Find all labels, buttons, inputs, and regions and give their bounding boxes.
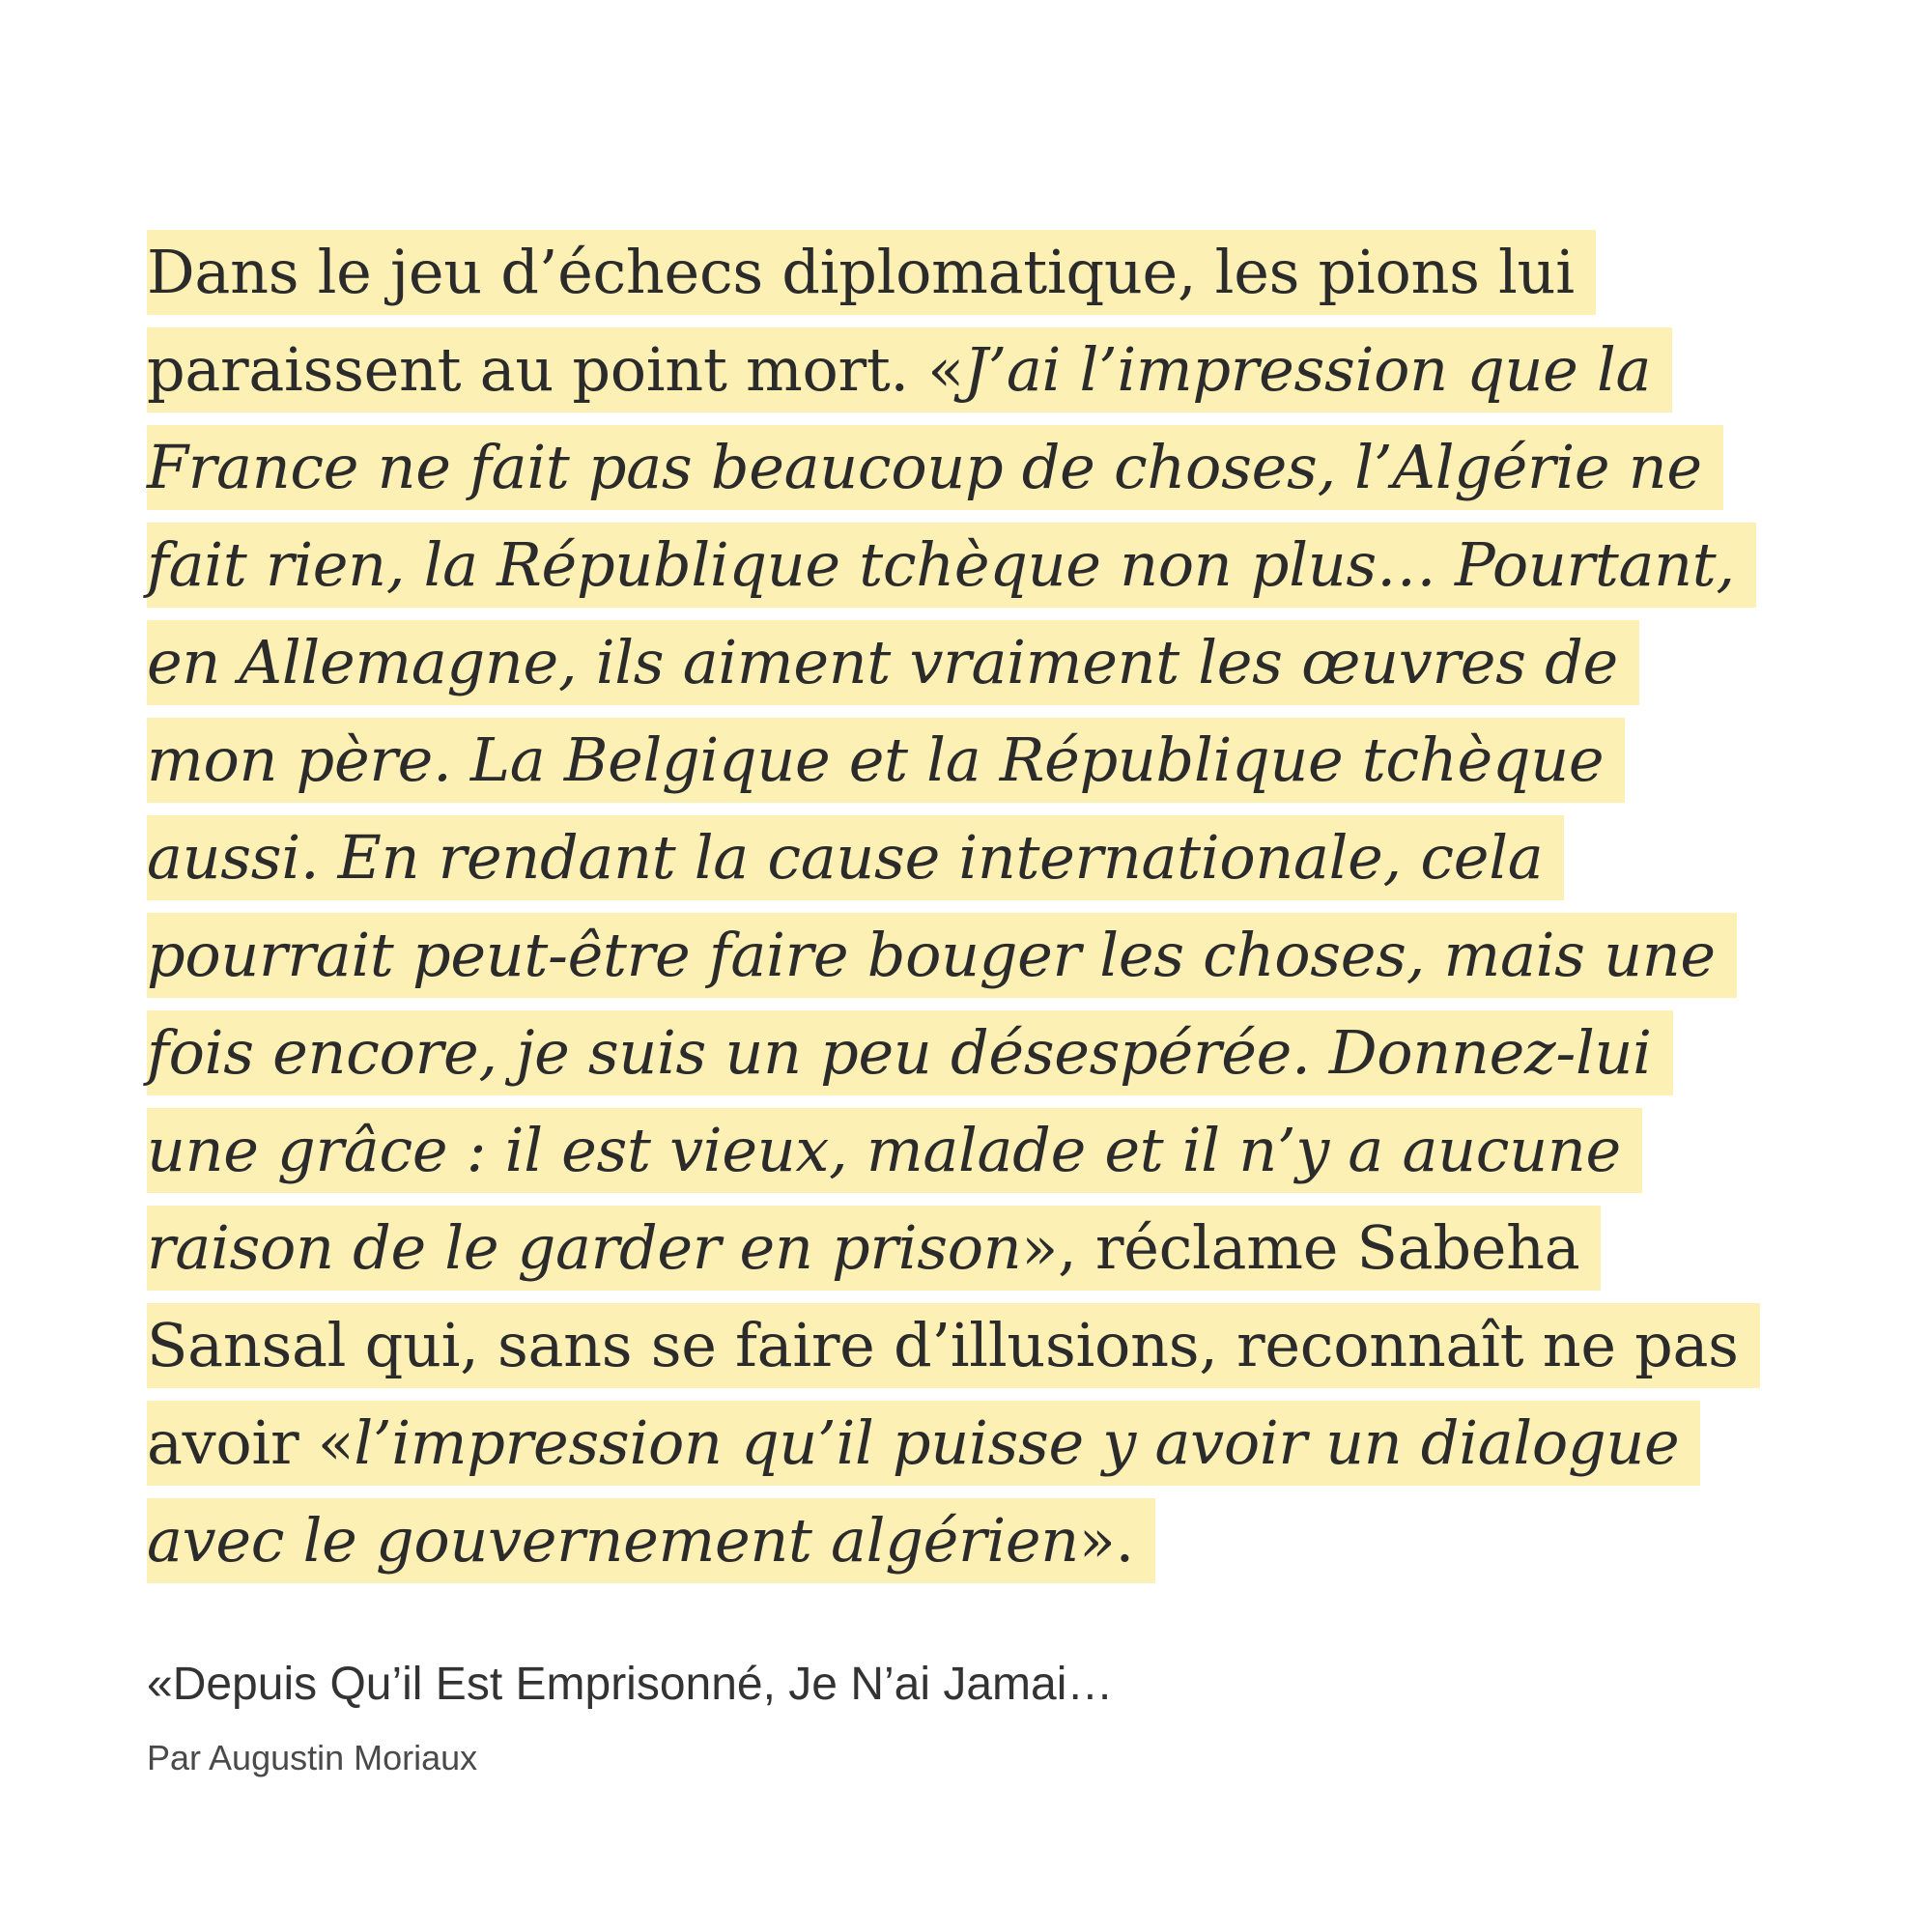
- excerpt-italic-text: mon père. La Belgique et la République tchèque: [147, 724, 1605, 795]
- article-title-link[interactable]: «Depuis Qu’il Est Emprisonné, Je N’ai Jamai…: [147, 1659, 1114, 1710]
- highlight: [147, 1498, 1155, 1583]
- excerpt-italic-text: une grâce : il est vieux, malade et il n’y a aucune: [147, 1115, 1621, 1185]
- highlight: [147, 1206, 1601, 1291]
- excerpt-line: [147, 425, 1789, 523]
- highlight: [147, 327, 1672, 412]
- excerpt-line: [147, 1303, 1789, 1401]
- excerpt-italic-text: fait rien, la République tchèque non plus… Pourtant,: [147, 529, 1735, 600]
- excerpt-italic-text: France ne fait pas beaucoup de choses, l’Algérie ne: [147, 432, 1702, 502]
- excerpt-line: [147, 718, 1789, 815]
- excerpt-line: [147, 1401, 1789, 1498]
- highlight: [147, 230, 1596, 315]
- excerpt-italic-text: l’impression qu’il puisse y avoir un dialogue: [354, 1407, 1680, 1478]
- excerpt-text: ».: [1078, 1505, 1134, 1576]
- excerpt-line: [147, 815, 1789, 913]
- excerpt-italic-text: pourrait peut-être faire bouger les choses, mais une: [147, 920, 1716, 990]
- highlight: [147, 1108, 1642, 1193]
- highlight: [147, 1010, 1673, 1095]
- excerpt-text: avoir «: [147, 1407, 355, 1478]
- excerpt-italic-text: avec le gouvernement algérien: [147, 1505, 1079, 1576]
- excerpt-line: [147, 1010, 1789, 1108]
- excerpt-text: paraissent au point mort. «: [147, 334, 964, 405]
- highlight: [147, 523, 1756, 608]
- excerpt-line: [147, 913, 1789, 1010]
- highlight: [147, 718, 1625, 803]
- excerpt-line: [147, 523, 1789, 620]
- highlight: [147, 620, 1639, 705]
- highlight: [147, 1401, 1700, 1486]
- excerpt-line: [147, 620, 1789, 718]
- excerpt-text: Dans le jeu d’échecs diplomatique, les pions lui: [147, 237, 1575, 307]
- highlight: [147, 425, 1723, 510]
- excerpt-italic-text: en Allemagne, ils aiment vraiment les œuvres de: [147, 627, 1618, 697]
- highlight: [147, 913, 1737, 998]
- excerpt-line: [147, 230, 1789, 327]
- highlight: [147, 815, 1564, 900]
- excerpt-text: Sansal qui, sans se faire d’illusions, reconnaît ne pas: [147, 1310, 1739, 1380]
- excerpt-italic-text: raison de le garder en prison: [147, 1212, 1022, 1283]
- excerpt-line: [147, 1206, 1789, 1303]
- excerpt-italic-text: J’ai l’impression que la: [963, 334, 1652, 405]
- highlight: [147, 1303, 1760, 1388]
- excerpt-line: [147, 327, 1789, 425]
- article-author: Par Augustin Moriaux: [147, 1738, 478, 1777]
- excerpt-line: [147, 1498, 1789, 1596]
- highlighted-excerpt: [147, 230, 1789, 1596]
- article-source[interactable]: [147, 1654, 1113, 1779]
- excerpt-line: [147, 1108, 1789, 1206]
- excerpt-italic-text: fois encore, je suis un peu désespérée. Donnez-lui: [147, 1017, 1652, 1088]
- excerpt-italic-text: aussi. En rendant la cause internationale, cela: [147, 822, 1544, 893]
- excerpt-text: », réclame Sabeha: [1021, 1212, 1580, 1283]
- quote-card: [147, 0, 1789, 1932]
